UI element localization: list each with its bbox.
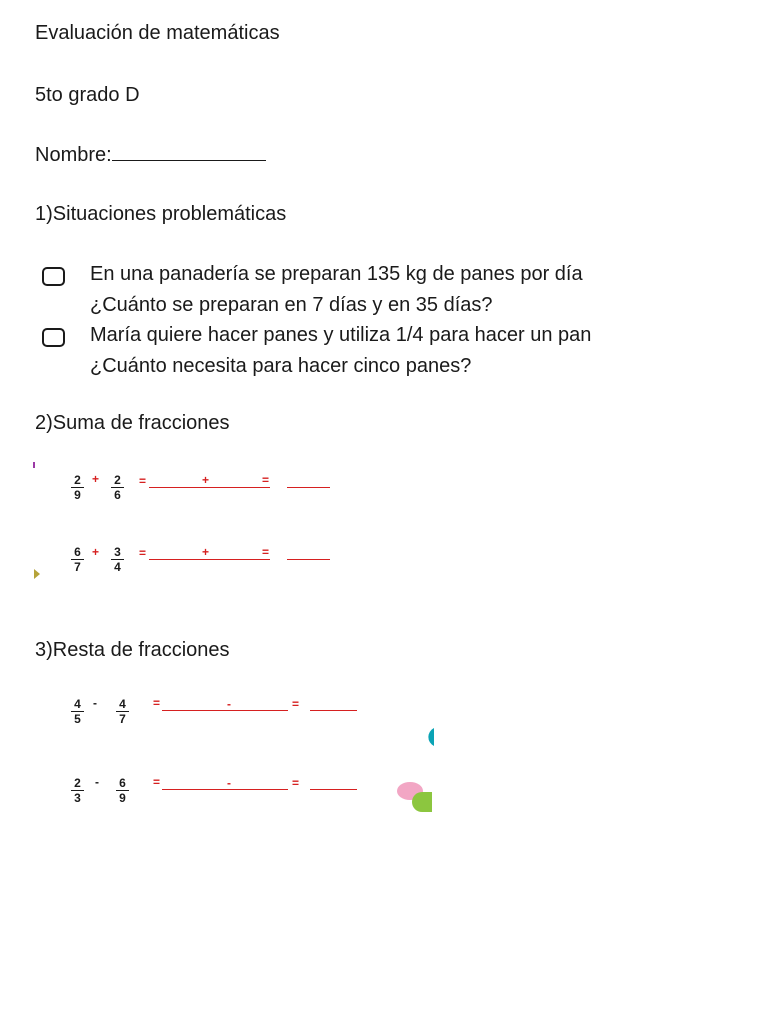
name-blank-line[interactable] xyxy=(112,144,266,161)
inner-equals-sign: = xyxy=(262,473,270,487)
equals-sign: = xyxy=(153,696,161,710)
inner-minus-sign: - xyxy=(227,697,231,711)
teal-dot xyxy=(412,725,436,749)
grade-label: 5to grado D xyxy=(35,84,140,106)
problem-1-line1: En una panadería se preparan 135 kg de panes por día xyxy=(90,263,583,285)
fraction-b: 2 6 xyxy=(111,474,124,501)
olive-dot xyxy=(30,566,42,582)
equals-sign: = xyxy=(139,546,147,560)
problem-1-line2: ¿Cuánto se preparan en 7 días y en 35 días? xyxy=(90,294,493,316)
fraction-a: 2 3 xyxy=(71,777,84,804)
fraction-b: 4 7 xyxy=(116,698,129,725)
result-line[interactable] xyxy=(287,487,330,488)
problem-2-line2: ¿Cuánto necesita para hacer cinco panes? xyxy=(90,355,472,377)
page-title: Evaluación de matemáticas xyxy=(35,22,280,44)
inner-equals-sign: = xyxy=(262,545,270,559)
minus-sign: - xyxy=(93,696,97,710)
result-line[interactable] xyxy=(310,710,357,711)
pink-green-dots xyxy=(390,778,436,814)
answer-line[interactable] xyxy=(162,789,288,790)
problem-1-checkbox[interactable] xyxy=(42,267,65,286)
inner-equals-sign: = xyxy=(292,776,300,790)
purple-mark xyxy=(30,460,38,470)
section2-heading: 2)Suma de fracciones xyxy=(35,412,230,434)
equals-sign: = xyxy=(153,775,161,789)
result-line[interactable] xyxy=(287,559,330,560)
fraction-b: 6 9 xyxy=(116,777,129,804)
problem-2-line1: María quiere hacer panes y utiliza 1/4 para hacer un pan xyxy=(90,324,592,346)
name-row xyxy=(35,144,266,167)
inner-plus-sign: + xyxy=(202,545,210,559)
fraction-b: 3 4 xyxy=(111,546,124,573)
answer-line[interactable] xyxy=(149,559,270,560)
plus-sign: + xyxy=(92,472,100,486)
section3-heading: 3)Resta de fracciones xyxy=(35,639,230,661)
plus-sign: + xyxy=(92,545,100,559)
name-label: Nombre: xyxy=(35,144,112,166)
inner-plus-sign: + xyxy=(202,473,210,487)
fraction-a: 2 9 xyxy=(71,474,84,501)
inner-equals-sign: = xyxy=(292,697,300,711)
inner-minus-sign: - xyxy=(227,776,231,790)
result-line[interactable] xyxy=(310,789,357,790)
answer-line[interactable] xyxy=(162,710,288,711)
answer-line[interactable] xyxy=(149,487,270,488)
problem-2-checkbox[interactable] xyxy=(42,328,65,347)
equals-sign: = xyxy=(139,474,147,488)
minus-sign: - xyxy=(95,775,99,789)
fraction-a: 6 7 xyxy=(71,546,84,573)
section1-heading: 1)Situaciones problemáticas xyxy=(35,203,287,225)
fraction-a: 4 5 xyxy=(71,698,84,725)
